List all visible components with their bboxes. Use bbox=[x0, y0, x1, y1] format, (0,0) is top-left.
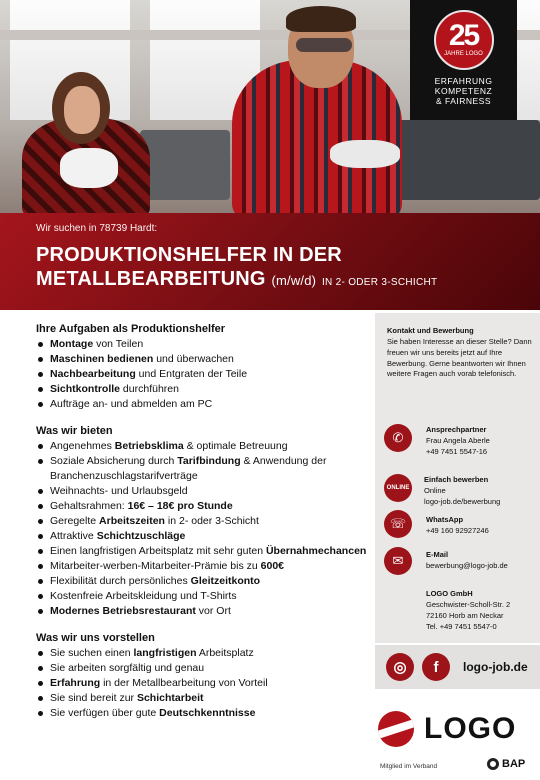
job-title-main: METALLBEARBEITUNG bbox=[36, 268, 266, 290]
email-icon: ✉ bbox=[384, 547, 412, 575]
job-title-line1: PRODUKTIONSHELFER IN DER bbox=[36, 244, 342, 266]
list-item bbox=[36, 529, 372, 544]
list-item bbox=[36, 589, 372, 604]
offer-section bbox=[36, 424, 372, 619]
item-text: Geregelte bbox=[50, 515, 100, 527]
contact-line: bewerbung@logo-job.de bbox=[426, 561, 508, 570]
section-title: Ihre Aufgaben als Produktionshelfer bbox=[36, 323, 226, 335]
worker-left-gloves bbox=[60, 148, 118, 188]
item-text: & optimale Betreuung bbox=[183, 440, 288, 452]
item-bold: Übernahmechancen bbox=[265, 545, 367, 557]
tasks-list bbox=[36, 337, 372, 412]
list-item bbox=[36, 454, 372, 484]
logo-text: LOGO bbox=[424, 712, 517, 745]
item-text: durchführen bbox=[120, 383, 179, 395]
expect-list bbox=[36, 646, 372, 721]
list-item bbox=[36, 499, 372, 514]
item-bold: Maschinen bedienen bbox=[50, 353, 154, 365]
worker-left-face bbox=[64, 86, 100, 134]
list-item bbox=[36, 691, 372, 706]
company-name: LOGO GmbH bbox=[426, 589, 473, 598]
list-item bbox=[36, 484, 372, 499]
list-item bbox=[36, 514, 372, 529]
item-bold: Schichtarbeit bbox=[136, 692, 204, 704]
item-text: in der Metallbearbeitung von Vorteil bbox=[100, 677, 268, 689]
company-address bbox=[426, 588, 510, 632]
worker-right-gloves bbox=[330, 140, 400, 168]
item-text: Sie verfügen über gute bbox=[50, 707, 160, 719]
instagram-icon[interactable]: ◎ bbox=[386, 653, 414, 681]
phone-icon: ✆ bbox=[384, 424, 412, 452]
list-item bbox=[36, 646, 372, 661]
contact-online[interactable] bbox=[384, 474, 500, 507]
machine bbox=[140, 130, 230, 200]
logo-mark-icon bbox=[378, 711, 414, 747]
item-bold: 16€ – 18€ pro Stunde bbox=[127, 500, 233, 512]
item-text: Flexibilität durch persönliches bbox=[50, 575, 191, 587]
contact-label: Einfach bewerben bbox=[424, 475, 489, 484]
offer-list bbox=[36, 439, 372, 619]
hero-photo bbox=[0, 0, 540, 213]
item-bold: Betriebsklima bbox=[114, 440, 184, 452]
item-text: Angenehmes bbox=[50, 440, 115, 452]
title-banner bbox=[0, 213, 540, 310]
item-bold: langfristigen bbox=[133, 647, 197, 659]
list-item bbox=[36, 604, 372, 619]
contact-line: +49 160 92927246 bbox=[426, 526, 489, 535]
item-text: Kostenfreie Arbeitskleidung und T-Shirts bbox=[50, 590, 237, 602]
list-item bbox=[36, 706, 372, 721]
company-street: Geschwister-Scholl-Str. 2 bbox=[426, 600, 511, 609]
company-city: 72160 Horb am Neckar bbox=[426, 611, 504, 620]
item-text: Gehaltsrahmen: bbox=[50, 500, 128, 512]
contact-whatsapp[interactable] bbox=[384, 510, 489, 538]
badge-lines bbox=[435, 76, 493, 106]
item-bold: Schichtzuschläge bbox=[96, 530, 186, 542]
social-bar bbox=[375, 645, 540, 689]
expect-section bbox=[36, 631, 372, 721]
badge-line: & FAIRNESS bbox=[435, 96, 492, 106]
item-text: Mitarbeiter-werben-Mitarbeiter-Prämie bis zu bbox=[50, 560, 261, 572]
badge-subtitle: JAHRE LOGO bbox=[444, 51, 483, 57]
item-bold: Nachbearbeitung bbox=[50, 368, 136, 380]
badge-line: ERFAHRUNG bbox=[434, 76, 493, 86]
item-text: und Entgraten der Teile bbox=[135, 368, 248, 380]
list-item bbox=[36, 337, 372, 352]
section-title: Was wir uns vorstellen bbox=[36, 632, 155, 644]
item-text: & Anwendung der Branchenzuschlagstarifverträge bbox=[50, 455, 327, 482]
contact-title: Kontakt und Bewerbung bbox=[387, 326, 474, 335]
item-text: von Teilen bbox=[93, 338, 144, 350]
job-title bbox=[36, 243, 504, 295]
item-text: Sie suchen einen bbox=[50, 647, 134, 659]
list-item bbox=[36, 367, 372, 382]
contact-text bbox=[424, 474, 500, 507]
item-text: Sie arbeiten sorgfältig und genau bbox=[50, 662, 205, 674]
contact-line: +49 7451 5547-16 bbox=[426, 447, 488, 456]
list-item bbox=[36, 544, 372, 559]
contact-text bbox=[426, 514, 489, 536]
company-logo bbox=[378, 708, 530, 750]
item-bold: Gleitzeitkonto bbox=[190, 575, 261, 587]
item-bold: Modernes Betriebsrestaurant bbox=[50, 605, 196, 617]
item-bold: Erfahrung bbox=[50, 677, 101, 689]
item-text: Soziale Absicherung durch bbox=[50, 455, 178, 467]
bap-text: BAP bbox=[502, 758, 526, 770]
safety-goggles bbox=[296, 38, 352, 52]
contact-intro: Sie haben Interesse an dieser Stelle? Dann freuen wir uns bereits jetzt auf Ihre Bewerbung. Gerne beantworten wir Ihnen weitere Fragen auch vorab telefonisch. bbox=[387, 337, 532, 379]
online-icon: ONLINE bbox=[384, 474, 412, 502]
contact-text bbox=[426, 424, 490, 457]
whatsapp-icon: ☏ bbox=[384, 510, 412, 538]
contact-label: E-Mail bbox=[426, 550, 449, 559]
badge-number: 25 bbox=[448, 19, 479, 52]
item-bold: Arbeitszeiten bbox=[99, 515, 165, 527]
gender-suffix: (m/w/d) bbox=[271, 273, 317, 288]
list-item bbox=[36, 352, 372, 367]
item-text: Attraktive bbox=[50, 530, 97, 542]
badge-line: KOMPETENZ bbox=[434, 86, 493, 96]
contact-phone[interactable] bbox=[384, 424, 490, 457]
list-item bbox=[36, 676, 372, 691]
job-details bbox=[36, 322, 372, 733]
contact-email[interactable] bbox=[384, 547, 508, 575]
list-item bbox=[36, 382, 372, 397]
item-bold: Tarifbindung bbox=[177, 455, 241, 467]
facebook-icon[interactable]: f bbox=[422, 653, 450, 681]
list-item bbox=[36, 397, 372, 412]
location-kicker: Wir suchen in 78739 Hardt: bbox=[36, 223, 158, 234]
anniversary-badge bbox=[410, 0, 517, 120]
job-title-line2 bbox=[36, 267, 504, 295]
item-text: Weihnachts- und Urlaubsgeld bbox=[50, 485, 188, 497]
contact-label: Ansprechpartner bbox=[426, 425, 487, 434]
tasks-section bbox=[36, 322, 372, 412]
shift-info: IN 2- ODER 3-SCHICHT bbox=[321, 277, 438, 288]
item-text: Einen langfristigen Arbeitsplatz mit sehr guten bbox=[50, 545, 266, 557]
item-text: Arbeitsplatz bbox=[196, 647, 254, 659]
item-text: in 2- oder 3-Schicht bbox=[164, 515, 259, 527]
item-bold: 600€ bbox=[260, 560, 285, 572]
list-item bbox=[36, 439, 372, 454]
list-item bbox=[36, 661, 372, 676]
badge-circle bbox=[434, 10, 494, 70]
machine bbox=[380, 120, 540, 200]
item-text: Aufträge an- und abmelden am PC bbox=[50, 398, 213, 410]
contact-line: Online bbox=[424, 486, 446, 495]
item-bold: Montage bbox=[50, 338, 94, 350]
contact-text bbox=[426, 549, 508, 571]
contact-label: WhatsApp bbox=[426, 515, 464, 524]
item-text: Sie sind bereit zur bbox=[50, 692, 137, 704]
item-bold: Deutschkenntnisse bbox=[159, 707, 256, 719]
bap-logo bbox=[487, 758, 525, 770]
list-item bbox=[36, 574, 372, 589]
item-text: vor Ort bbox=[195, 605, 231, 617]
section-title: Was wir bieten bbox=[36, 425, 113, 437]
website-link[interactable]: logo-job.de bbox=[463, 660, 528, 674]
item-bold: Sichtkontrolle bbox=[50, 383, 121, 395]
contact-line: logo-job.de/bewerbung bbox=[424, 497, 501, 506]
list-item bbox=[36, 559, 372, 574]
company-phone: Tel. +49 7451 5547-0 bbox=[426, 622, 497, 631]
bap-icon bbox=[487, 758, 499, 770]
contact-line: Frau Angela Aberle bbox=[426, 436, 490, 445]
member-text: Mitglied im Verband bbox=[380, 763, 438, 770]
worker-right-hair bbox=[286, 6, 356, 32]
item-text: und überwachen bbox=[153, 353, 234, 365]
